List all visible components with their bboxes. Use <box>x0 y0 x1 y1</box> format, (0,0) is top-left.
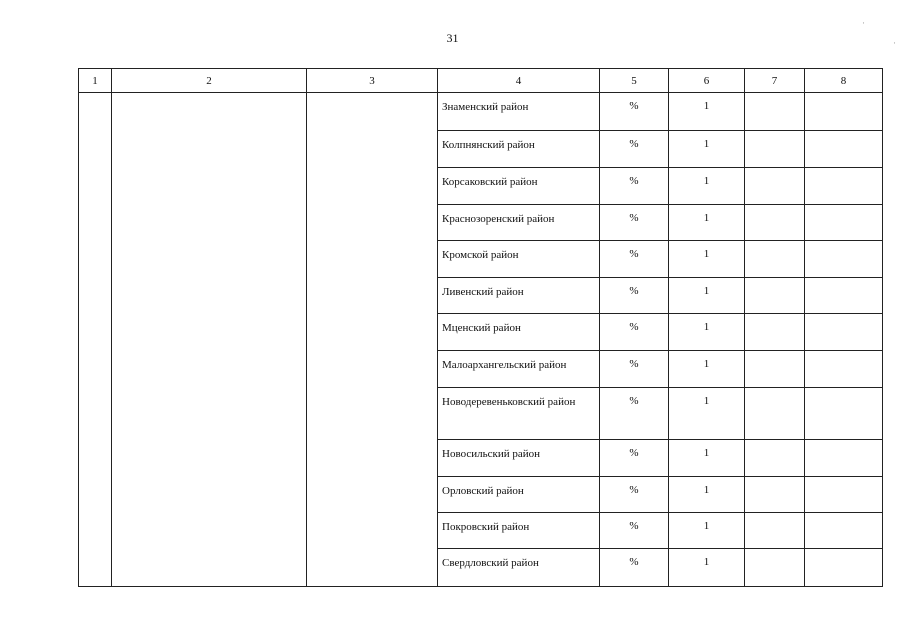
col7-cell <box>745 205 805 241</box>
col1-merged-cell <box>79 93 112 587</box>
district-cell: Свердловский район <box>438 549 600 587</box>
value-cell: 1 <box>669 513 745 549</box>
value-cell: 1 <box>669 351 745 388</box>
value-cell: 1 <box>669 549 745 587</box>
unit-cell: % <box>600 513 669 549</box>
col8-cell <box>805 205 883 241</box>
col3-merged-cell <box>307 93 438 587</box>
value-cell: 1 <box>669 477 745 513</box>
col8-cell <box>805 131 883 168</box>
value-cell: 1 <box>669 314 745 351</box>
district-cell: Новодеревеньковский район <box>438 388 600 440</box>
col8-cell <box>805 168 883 205</box>
col7-cell <box>745 388 805 440</box>
unit-cell: % <box>600 351 669 388</box>
value-cell: 1 <box>669 93 745 131</box>
unit-cell: % <box>600 278 669 314</box>
scan-speck: · <box>862 18 865 28</box>
col7-cell <box>745 314 805 351</box>
col8-cell <box>805 351 883 388</box>
unit-cell: % <box>600 549 669 587</box>
column-header: 5 <box>600 69 669 93</box>
col8-cell <box>805 513 883 549</box>
col8-cell <box>805 314 883 351</box>
district-cell: Колпнянский район <box>438 131 600 168</box>
table-header-row <box>79 69 883 93</box>
district-cell: Малоархангельский район <box>438 351 600 388</box>
col8-cell <box>805 278 883 314</box>
column-header: 7 <box>745 69 805 93</box>
col7-cell <box>745 278 805 314</box>
unit-cell: % <box>600 205 669 241</box>
table-row <box>79 93 883 131</box>
data-table <box>78 68 883 587</box>
district-cell: Мценский район <box>438 314 600 351</box>
col8-cell <box>805 388 883 440</box>
col2-merged-cell <box>112 93 307 587</box>
value-cell: 1 <box>669 388 745 440</box>
col7-cell <box>745 168 805 205</box>
column-header: 4 <box>438 69 600 93</box>
column-header: 1 <box>79 69 112 93</box>
district-cell: Кромской район <box>438 241 600 278</box>
col8-cell <box>805 93 883 131</box>
district-cell: Новосильский район <box>438 440 600 477</box>
value-cell: 1 <box>669 241 745 278</box>
unit-cell: % <box>600 168 669 205</box>
district-cell: Краснозоренский район <box>438 205 600 241</box>
unit-cell: % <box>600 440 669 477</box>
value-cell: 1 <box>669 205 745 241</box>
district-cell: Орловский район <box>438 477 600 513</box>
col8-cell <box>805 549 883 587</box>
value-cell: 1 <box>669 440 745 477</box>
district-cell: Корсаковский район <box>438 168 600 205</box>
col7-cell <box>745 241 805 278</box>
col8-cell <box>805 241 883 278</box>
district-cell: Знаменский район <box>438 93 600 131</box>
unit-cell: % <box>600 241 669 278</box>
col7-cell <box>745 477 805 513</box>
unit-cell: % <box>600 93 669 131</box>
column-header: 3 <box>307 69 438 93</box>
col7-cell <box>745 93 805 131</box>
col7-cell <box>745 351 805 388</box>
value-cell: 1 <box>669 278 745 314</box>
col7-cell <box>745 440 805 477</box>
value-cell: 1 <box>669 168 745 205</box>
col7-cell <box>745 513 805 549</box>
column-header: 2 <box>112 69 307 93</box>
col8-cell <box>805 440 883 477</box>
scan-speck: · <box>893 38 896 48</box>
unit-cell: % <box>600 388 669 440</box>
value-cell: 1 <box>669 131 745 168</box>
unit-cell: % <box>600 131 669 168</box>
unit-cell: % <box>600 477 669 513</box>
district-cell: Ливенский район <box>438 278 600 314</box>
column-header: 8 <box>805 69 883 93</box>
column-header: 6 <box>669 69 745 93</box>
district-cell: Покровский район <box>438 513 600 549</box>
col7-cell <box>745 131 805 168</box>
page-number: 31 <box>446 31 459 45</box>
unit-cell: % <box>600 314 669 351</box>
col8-cell <box>805 477 883 513</box>
col7-cell <box>745 549 805 587</box>
